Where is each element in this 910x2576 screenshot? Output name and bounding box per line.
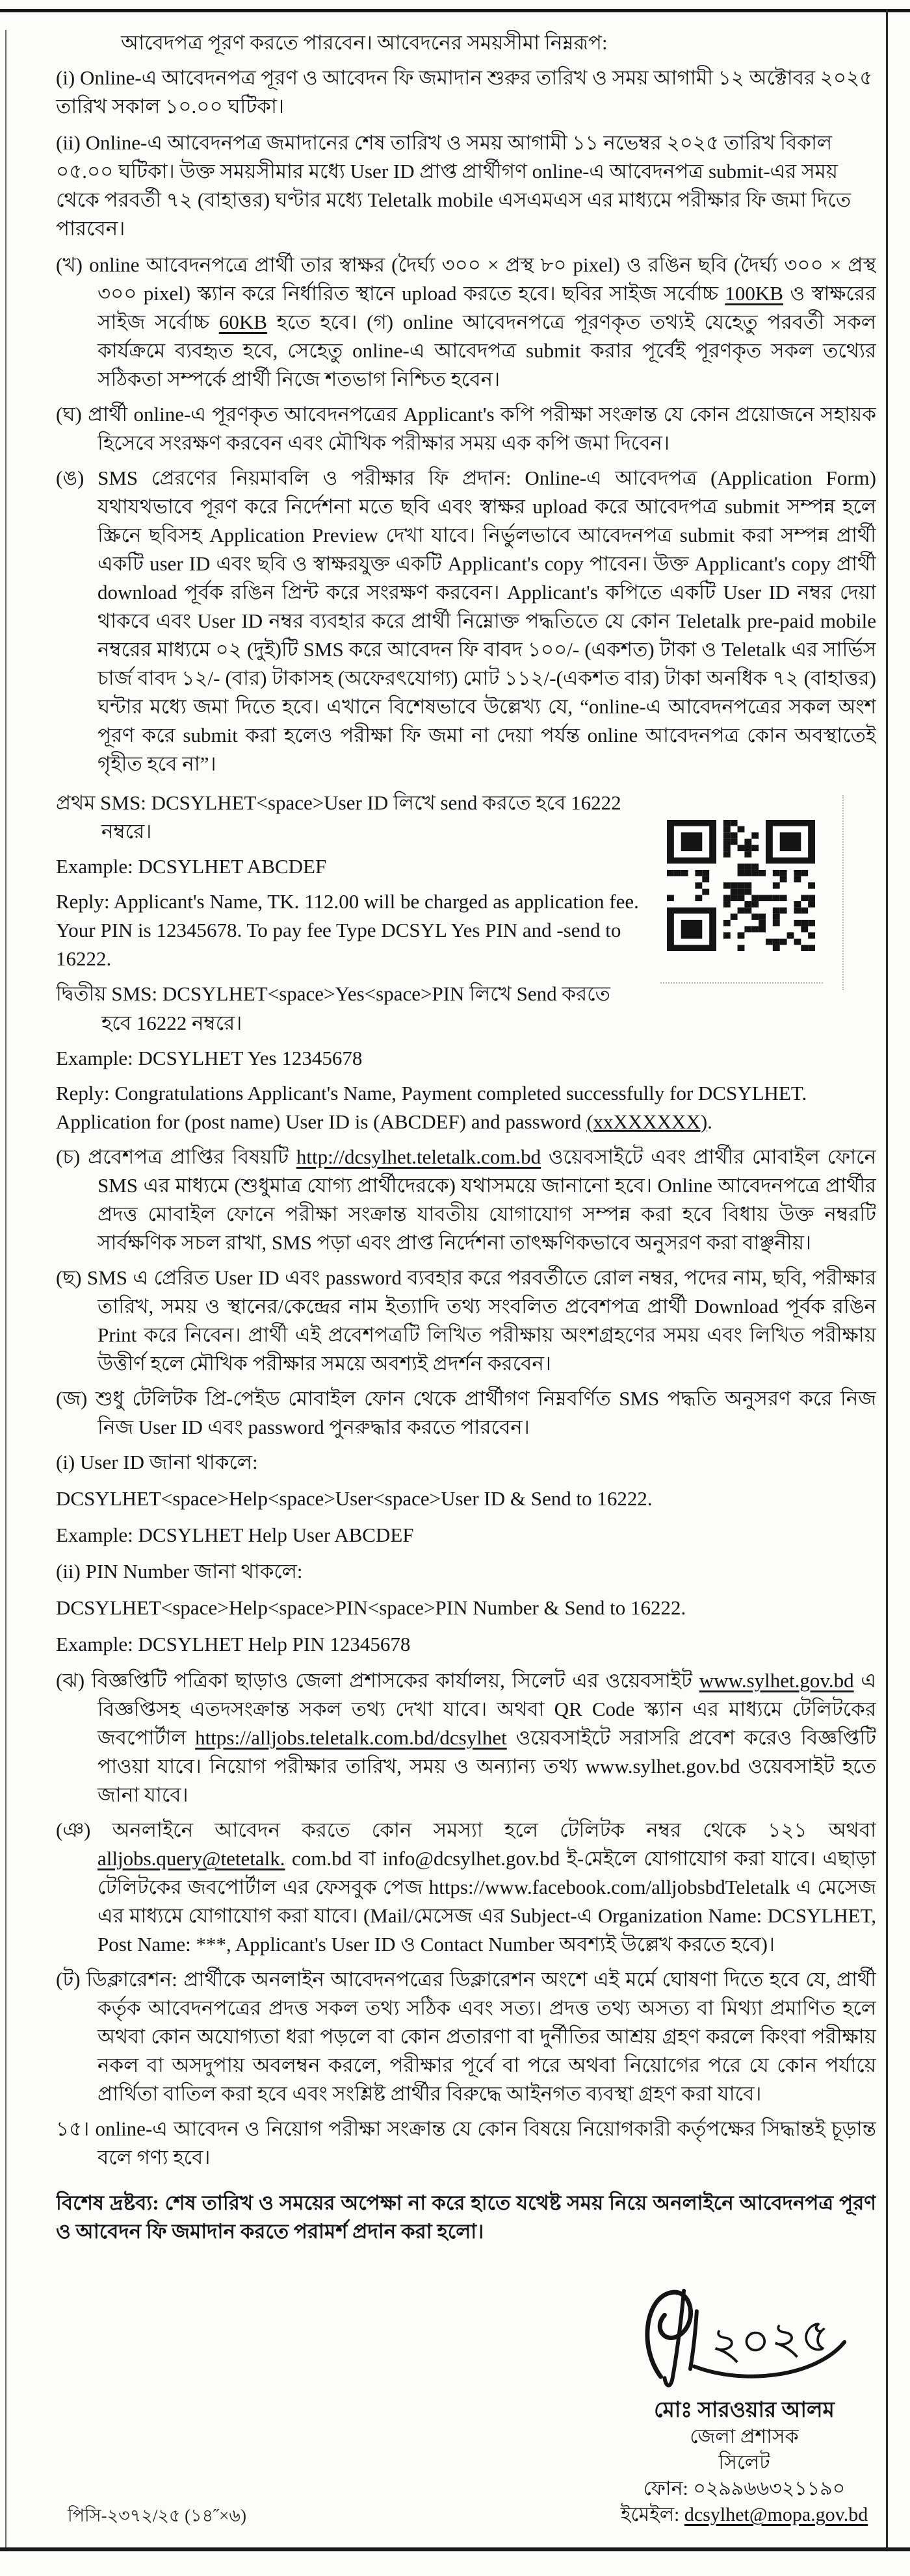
paragraph-item-ii: (ii) Online-এ আবেদনপত্র জমাদানের শেষ তারিখ ও সময় আগামী ১১ নভেম্বর ২০২৫ তারিখ বিকাল ০৫.০০ ঘটিকা। উক্ত সময়সীমার মধ্যে User ID প্রাপ্ত প্রার্থীগণ online-এ আবেদনপত্র submit-এর সময় থেকে পরবর্তী ৭২ (বাহাত্তর) ঘণ্টার মধ্যে Teletalk mobile এসএমএস এর মাধ্যমে পরীক্ষার ফি জমা দিতে পারবেন। [56, 131, 852, 240]
paragraph-item-nio: (ঞ) অনলাইনে আবেদন করতে কোন সমস্যা হলে টেলিটক নম্বর থেকে ১২১ অথবা alljobs.query@tetetalk. com.bd বা info@dcsylhet.gov.bd ই-মেইলে যোগাযোগ করা যাবে। এছাড়া টেলিটকের জবপোর্টাল এর ফেসবুক পেজ https://www.facebook.com/alljobsbdTeletalk এ মেসেজ এর মাধ্যমে যোগাযোগ করা যাবে। (Mail/মেসেজ এর Subject-এ Organization Name: DCSYLHET, Post Name: ***, Applicant's User ID ও Contact Number অবশ্যই উল্লেখ করতে হবে)। [56, 1818, 876, 1956]
paragraph-item-cha: (চ) প্রবেশপত্র প্রাপ্তির বিষয়টি http://dcsylhet.teletalk.com.bd ওয়েবসাইটে এবং প্রার্থীর মোবাইল ফোনে SMS এর মাধ্যমে (শুধুমাত্র যোগ্য প্রার্থীদেরকে) যথাসময়ে জানানো হবে। Online আবেদনপত্রে প্রার্থীর প্রদত্ত মোবাইল ফোনে পরীক্ষা সংক্রান্ত যাবতীয় যোগাযোগ সম্পন্ন করা হবে বিধায় উক্ত নম্বরটি সার্বক্ষণিক সচল রাখা, SMS পড়া এবং প্রাপ্ত নির্দেশনা তাৎক্ষণিকভাবে অনুসরণ করা বাঞ্ছনীয়। [56, 1145, 876, 1254]
signatory-phone: ফোন: ০২৯৯৬৬৩২১১৯০ [643, 2478, 846, 2500]
sms-line-6: Reply: Congratulations Applicant's Name, Payment completed successfully for DCSYLHET. Application for (post name) User ID is (ABCDEF) and password (xxXXXXXX). [56, 1081, 807, 1133]
item-label: (খ) [56, 253, 83, 277]
signatory-place: সিলেট [718, 2452, 770, 2474]
frame-left-border [5, 30, 6, 2549]
handwritten-signature [635, 2269, 853, 2397]
paragraph-item-gha: (ঘ) প্রার্থী online-এ পূরণকৃত আবেদনপত্রের Applicant's কপি পরীক্ষা সংক্রান্ত যে কোন প্রয়োজনে সহায়ক হিসেবে সংরক্ষণ করবেন এবং মৌখিক পরীক্ষার সময় এক কপি জমা দিবেন। [56, 403, 876, 455]
scan-artifact-line [660, 982, 823, 984]
signatory-name: মোঃ সারওয়ার আলম [654, 2399, 835, 2422]
item-label: (ট) [56, 1967, 81, 1991]
paragraph-help-pin-example: Example: DCSYLHET Help PIN 12345678 [56, 1632, 411, 1655]
item-label: (ঝ) [56, 1668, 85, 1692]
item-label: (ঙ) [56, 466, 84, 490]
signature-year: ২০২৫ [708, 2310, 833, 2371]
sms-instructions-block [56, 789, 876, 1136]
sms-line-1: প্রথম SMS: DCSYLHET<space>User ID লিখে send করতে হবে 16222 নম্বরে। [56, 791, 621, 843]
email-address: dcsylhet@mopa.gov.bd [684, 2503, 868, 2525]
paragraph-item-ta: (ট) ডিক্লারেশন: প্রার্থীকে অনলাইন আবেদনপত্রের ডিক্লারেশন অংশে এই মর্মে ঘোষণা দিতে হবে যে, প্রার্থী কর্তৃক আবেদনপত্রের প্রদত্ত সকল তথ্য সঠিক এবং সত্য। প্রদত্ত তথ্য অসত্য বা মিথ্যা প্রমাণিত হলে অথবা কোন অযোগ্যতা ধরা পড়লে বা কোন প্রতারণা বা দুর্নীতির আশ্রয় গ্রহণ করলে কিংবা পরীক্ষায় নকল বা অসদুপায় অবলম্বন করলে, পরীক্ষার পূর্বে বা পরে অথবা নিয়োগের পরে যে কোন পর্যায়ে প্রার্থিতা বাতিল করা হবে এবং সংশ্লিষ্ট প্রার্থীর বিরুদ্ধে আইনগত ব্যবস্থা গ্রহণ করা যাবে। [56, 1967, 876, 2106]
paragraph-item-kha: (খ) online আবেদনপত্রে প্রার্থী তার স্বাক্ষর (দৈর্ঘ্য ৩০০ × প্রস্থ ৮০ pixel) ও রঙিন ছবি (দৈর্ঘ্য ৩০০ × প্রস্থ ৩০০ pixel) স্ক্যান করে নির্ধারিত স্থানে upload করতে হবে। ছবির সাইজ সর্বোচ্চ 100KB ও স্বাক্ষরের সাইজ সর্বোচ্চ 60KB হতে হবে। (গ) online আবেদনপত্রে পূরণকৃত তথ্যই যেহেতু পরবর্তী সকল কার্যক্রমে ব্যবহৃত হবে, সেহেতু online-এ আবেদপত্র submit করার পূর্বেই পূরণকৃত সকল তথ্যের সঠিকতা সম্পর্কে প্রার্থী নিজে শতভাগ নিশ্চিত হবেন। [56, 253, 876, 391]
qr-code-image [667, 820, 815, 951]
signatory-email: ইমেইল: dcsylhet@mopa.gov.bd [620, 2503, 868, 2525]
frame-right-border [886, 9, 888, 2549]
paragraph-intro-line: আবেদপত্র পূরণ করতে পারবেন। আবেদনের সময়সীমা নিম্নরূপ: [121, 31, 608, 54]
paragraph-help-user-example: Example: DCSYLHET Help User ABCDEF [56, 1523, 414, 1546]
frame-bottom-border [0, 2547, 910, 2551]
paragraph-item-chha: (ছ) SMS এ প্রেরিত User ID এবং password ব্যবহার করে পরবর্তীতে রোল নম্বর, পদের নাম, ছবি, পরীক্ষার তারিখ, সময় ও স্থানের/কেন্দ্রের নাম ইত্যাদি তথ্য সংবলিত প্রবেশপত্র প্রার্থী Download পূর্বক রঙিন Print করে নিবেন। প্রার্থী এই প্রবেশপত্রটি লিখিত পরীক্ষায় অংশগ্রহণের সময় এবং লিখিত পরীক্ষায় উত্তীর্ণ হলে মৌখিক পরীক্ষার সময়ে অবশ্যই প্রদর্শন করবেন। [56, 1266, 876, 1375]
paragraph-item-jha: (ঝ) বিজ্ঞপ্তিটি পত্রিকা ছাড়াও জেলা প্রশাসকের কার্যালয়, সিলেট এর ওয়েবসাইট www.sylhet.gov.bd এ বিজ্ঞপ্তিসহ এতদসংক্রান্ত সকল তথ্য দেখা যাবে। অথবা QR Code স্ক্যান এর মাধ্যমে টেলিটকের জবপোর্টাল https://alljobs.teletalk.com.bd/dcsylhet ওয়েবসাইটে সরাসরি প্রবেশ করেও বিজ্ঞপ্তিটি পাওয়া যাবে। নিয়োগ পরীক্ষার তারিখ, সময় ও অন্যান্য তথ্য www.sylhet.gov.bd ওয়েবসাইট হতে জানা যাবে। [56, 1668, 876, 1806]
paragraph-item-i: (i) Online-এ আবেদনপত্র পূরণ ও আবেদন ফি জমাদান শুরুর তারিখ ও সময় আগামী ১২ অক্টোবর ২০২৫ তারিখ সকাল ১০.০০ ঘটিকা। [56, 66, 873, 118]
frame-top-border [0, 9, 910, 12]
paragraph-help-user-heading: (i) User ID জানা থাকলে: [56, 1450, 258, 1473]
signatory-title: জেলা প্রশাসক [690, 2426, 799, 2448]
paragraph-item-15: ১৫। online-এ আবেদন ও নিয়োগ পরীক্ষা সংক্রান্ত যে কোন বিষয়ে নিয়োগকারী কর্তৃপক্ষের সিদ্ধান্তই চূড়ান্ত বলে গণ্য হবে। [56, 2117, 876, 2169]
sms-line-3: Reply: Applicant's Name, TK. 112.00 will be charged as application fee. Your PIN is 12345678. To pay fee Type DCSYL Yes PIN and -send to 16222. [56, 890, 639, 971]
paragraph-item-uno: (ঙ) SMS প্রেরণের নিয়মাবলি ও পরীক্ষার ফি প্রদান: Online-এ আবেদপত্র (Application Form) যথাযথভাবে পূরণ করে নির্দেশনা মতে ছবি এবং স্বাক্ষর upload করে আবেদপত্র submit সম্পন্ন হলে স্ক্রিনে ছবিসহ Application Preview দেখা যাবে। নির্ভুলভাবে আবেদনপত্র submit করা সম্পন্ন প্রার্থী একটি user ID এবং ছবি ও স্বাক্ষরযুক্ত একটি Applicant's copy পাবেন। উক্ত Applicant's copy প্রার্থী download পূর্বক রঙিন প্রিন্ট করে সংরক্ষণ করবেন। Applicant's কপিতে একটি User ID নম্বর দেয়া থাকবে এবং User ID নম্বর ব্যবহার করে প্রার্থী নিম্নোক্ত পদ্ধতিতে যে কোন Teletalk pre-paid mobile নম্বরের মাধ্যমে ০২ (দুই)টি SMS করে আবেদন ফি বাবদ ১০০/- (একশত) টাকা ও Teletalk এর সার্ভিস চার্জ বাবদ ১২/- (বার) টাকাসহ (অফেরৎযোগ্য) মোট ১১২/-(একশত বার) টাকা অনধিক ৭২ (বাহাত্তর) ঘন্টার মধ্যে জমা দিতে হবে। এখানে বিশেষভাবে উল্লেখ্য যে, “online-এ আবেদনপত্রের সকল অংশ পূরণ করে submit করা হলেও পরীক্ষা ফি জমা না দেয়া পর্যন্ত online আবেদনপত্র কোন অবস্থাতেই গৃহীত হবে না”। [56, 466, 876, 776]
paragraph-item-ja: (জ) শুধু টেলিটক প্রি-পেইড মোবাইল ফোন থেকে প্রার্থীগণ নিম্নবর্ণিত SMS পদ্ধতি অনুসরণ করে নিজ নিজ User ID এবং password পুনরুদ্ধার করতে পারবেন। [56, 1386, 876, 1438]
item-label: (চ) [56, 1145, 81, 1168]
qr-code [660, 815, 853, 1024]
press-reference: পিসি-২৩৭২/২৫ (১৪˝×৬) [68, 2506, 246, 2525]
paragraph-help-pin-heading: (ii) PIN Number জানা থাকলে: [56, 1559, 303, 1583]
paragraph-special-note: বিশেষ দ্রষ্টব্য: শেষ তারিখ ও সময়ের অপেক্ষা না করে হাতে যথেষ্ট সময় নিয়ে অনলাইনে আবেদনপত্র পূরণ ও আবেদন ফি জমাদান করতে পরামর্শ প্রদান করা হলো। [56, 2191, 876, 2243]
item-label: ১৫। [56, 2117, 90, 2141]
scan-artifact-line [842, 795, 844, 990]
sms-line-2: Example: DCSYLHET ABCDEF [56, 855, 327, 878]
sms-line-4: দ্বিতীয় SMS: DCSYLHET<space>Yes<space>PIN লিখে Send করতে হবে 16222 নম্বরে। [56, 982, 610, 1034]
item-label: (ছ) [56, 1266, 82, 1289]
sms-line-5: Example: DCSYLHET Yes 12345678 [56, 1046, 363, 1069]
item-label: (জ) [56, 1386, 88, 1410]
item-label: (ঘ) [56, 403, 82, 426]
signature-block [619, 2269, 870, 2528]
paragraph-help-user-command: DCSYLHET<space>Help<space>User<space>User ID & Send to 16222. [56, 1486, 653, 1510]
paragraph-help-pin-command: DCSYLHET<space>Help<space>PIN<space>PIN Number & Send to 16222. [56, 1596, 686, 1619]
document-body [56, 29, 876, 2273]
item-label: (ঞ) [56, 1818, 91, 1841]
